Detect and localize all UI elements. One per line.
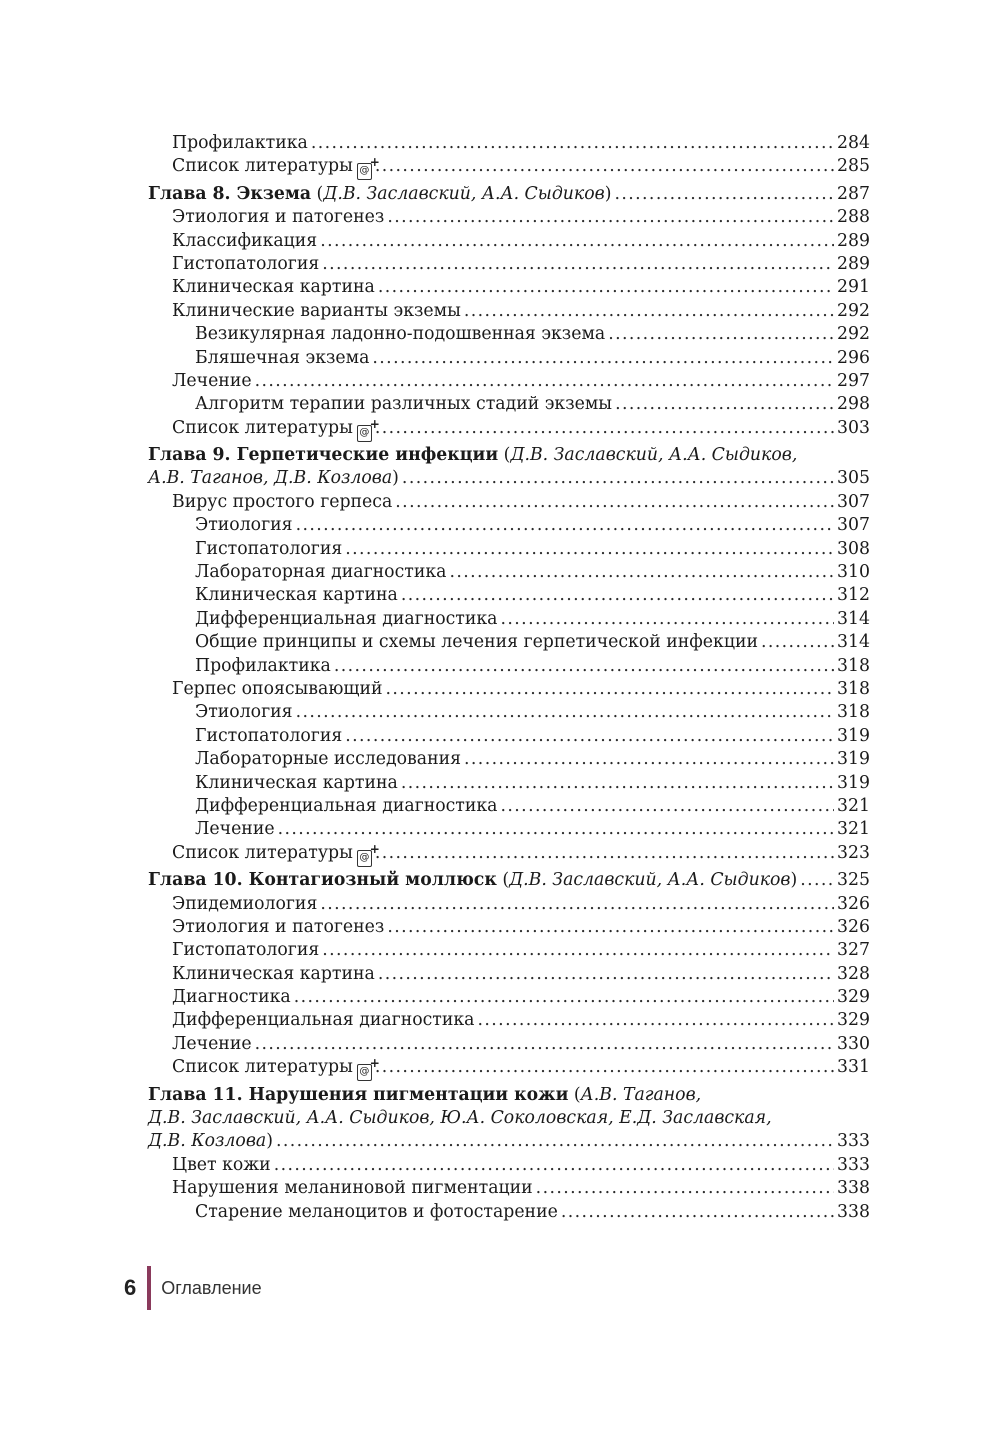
dot-leader — [320, 230, 834, 253]
page-footer — [124, 1266, 262, 1310]
dot-leader — [464, 748, 834, 771]
dot-leader — [345, 725, 834, 748]
toc-entry-title — [195, 818, 275, 841]
toc-page-number: 331 — [837, 1057, 870, 1078]
title-text: ( — [498, 445, 511, 466]
title-text: Гистопатология — [172, 253, 320, 274]
toc-page-number: 287 — [837, 183, 870, 204]
chapter-title: Глава 9. Герпетические инфекции — [148, 445, 499, 466]
dot-leader — [296, 514, 834, 537]
title-text: Общие принципы и схемы лечения герпетической инфекции — [195, 632, 758, 653]
toc-page-number: 312 — [837, 585, 870, 606]
title-text: Гистопатология — [195, 725, 343, 746]
dot-leader — [401, 772, 834, 795]
toc-entry[interactable] — [148, 893, 870, 916]
toc-chapter-line[interactable] — [148, 1130, 870, 1153]
toc-page-number: 303 — [837, 417, 870, 438]
toc-entry-title — [195, 748, 461, 771]
toc-page-number: 318 — [837, 655, 870, 676]
toc-page-number: 321 — [837, 819, 870, 840]
title-text: Герпес опоясывающий — [172, 678, 383, 699]
toc-page-number: 308 — [837, 538, 870, 559]
dot-leader — [800, 869, 834, 892]
toc-entry-title — [172, 1033, 252, 1056]
running-section-title: Оглавление — [161, 1277, 262, 1298]
toc-entry-title — [148, 467, 399, 490]
title-text: Эпидемиология — [172, 893, 318, 914]
toc-chapter-line[interactable] — [148, 183, 870, 206]
footer-divider-bar — [147, 1266, 151, 1310]
toc-page-number: 333 — [837, 1131, 870, 1152]
toc-page-number: 289 — [837, 230, 870, 251]
toc-entry-title — [195, 655, 331, 678]
toc-page-number: 319 — [837, 725, 870, 746]
ebook-icon: @ + — [357, 163, 372, 180]
toc-page-number: 333 — [837, 1154, 870, 1175]
toc-page-number: 319 — [837, 749, 870, 770]
title-text: ) — [604, 183, 612, 204]
title-text: ( — [311, 183, 324, 204]
title-text: Клиническая картина — [195, 585, 398, 606]
toc-entry[interactable] — [148, 491, 870, 514]
toc-page-number: 325 — [837, 870, 870, 891]
title-text: Везикулярная ладонно-подошвенная экзема — [195, 324, 606, 345]
title-text: ) — [392, 468, 399, 489]
ebook-icon: @ + — [357, 425, 372, 442]
title-text: Диагностика — [172, 987, 291, 1008]
toc-page-number: 297 — [837, 370, 870, 391]
toc-entry-title — [195, 561, 446, 584]
toc-entry[interactable] — [148, 916, 870, 939]
dot-leader — [255, 370, 834, 393]
toc-chapter-line[interactable] — [148, 1084, 870, 1107]
dot-leader — [294, 986, 834, 1009]
title-text: Этиология и патогенез — [172, 916, 385, 937]
dot-leader — [296, 701, 834, 724]
toc-entry-title — [172, 276, 375, 299]
toc-chapter-line[interactable] — [148, 467, 870, 490]
title-text: Лабораторная диагностика — [195, 562, 447, 583]
dot-leader — [449, 561, 834, 584]
toc-entry[interactable] — [148, 561, 870, 584]
toc-page-number: 318 — [837, 702, 870, 723]
toc-entry[interactable] — [148, 230, 870, 253]
dot-leader — [345, 538, 834, 561]
dot-leader — [375, 842, 834, 865]
chapter-authors: Д.В. Заславский, А.А. Сыдиков, — [510, 445, 798, 466]
dot-leader — [501, 608, 835, 631]
toc-entry-title — [172, 132, 308, 155]
title-text: Лечение — [172, 370, 252, 391]
toc-entry-title — [172, 916, 384, 939]
toc-entry[interactable] — [148, 795, 870, 818]
toc-page-number: 288 — [837, 207, 870, 228]
toc-entry[interactable] — [148, 701, 870, 724]
toc-entry-title — [195, 323, 605, 346]
chapter-title: Глава 11. Нарушения пигментации кожи — [148, 1084, 569, 1105]
title-text: Клиническая картина — [172, 277, 375, 298]
dot-leader — [561, 1201, 834, 1224]
toc-entry[interactable] — [148, 323, 870, 346]
toc-entry[interactable] — [148, 1201, 870, 1224]
toc-page-number: 292 — [837, 300, 870, 321]
toc-entry[interactable] — [148, 538, 870, 561]
toc-page-number: 338 — [837, 1201, 870, 1222]
toc-entry-title — [195, 608, 498, 631]
chapter-authors: Д.В. Козлова — [148, 1131, 267, 1152]
toc-entry-title — [195, 393, 612, 416]
dot-leader — [378, 963, 834, 986]
toc-entry[interactable] — [148, 1154, 870, 1177]
title-text: ( — [568, 1084, 581, 1105]
title-text: Этиология — [195, 515, 293, 536]
title-text: Профилактика — [195, 655, 331, 676]
dot-leader — [614, 183, 834, 206]
toc-page-number: 296 — [837, 347, 870, 368]
toc-entry[interactable] — [148, 253, 870, 276]
dot-leader — [386, 678, 835, 701]
toc-entry[interactable] — [148, 1009, 870, 1032]
chapter-title: Глава 10. Контагиозный моллюск — [148, 870, 497, 891]
toc-entry[interactable] — [148, 678, 870, 701]
toc-page-number: 318 — [837, 678, 870, 699]
title-text: Нарушения меланиновой пигментации — [172, 1178, 533, 1199]
title-text: ) — [790, 870, 798, 891]
dot-leader — [464, 300, 834, 323]
toc-entry-title — [195, 701, 293, 724]
dot-leader — [372, 347, 834, 370]
toc-entry-title — [195, 514, 293, 537]
title-text: Дифференциальная диагностика — [195, 608, 498, 629]
toc-entry[interactable] — [148, 748, 870, 771]
toc-entry-title — [172, 986, 291, 1009]
dot-leader — [276, 1130, 834, 1153]
toc-entry-title — [172, 253, 319, 276]
toc-page-number: 327 — [837, 940, 870, 961]
title-text: Бляшечная экзема — [195, 347, 370, 368]
toc-entry-title — [148, 869, 797, 892]
toc-chapter-line[interactable] — [148, 444, 870, 467]
toc-entry-title — [195, 347, 369, 370]
toc-entry-title — [172, 963, 375, 986]
chapter-authors: Д.В. Заславский, А.А. Сыдиков — [509, 870, 791, 891]
toc-entry-title — [172, 893, 317, 916]
toc-entry-title — [172, 678, 383, 701]
toc-entry-title — [172, 370, 252, 393]
title-text: Вирус простого герпеса — [172, 491, 393, 512]
toc-entry-title — [172, 939, 319, 962]
chapter-authors: А.В. Таганов, Д.В. Козлова — [148, 468, 393, 489]
toc-page-number: 307 — [837, 515, 870, 536]
toc-entry[interactable] — [148, 818, 870, 841]
title-text: Алгоритм терапии различных стадий экземы — [195, 394, 613, 415]
toc-page-number: 314 — [837, 632, 870, 653]
toc-page-number: 292 — [837, 324, 870, 345]
toc-page-number: 319 — [837, 772, 870, 793]
chapter-authors: А.В. Таганов, — [580, 1084, 702, 1105]
ebook-icon: @ + — [357, 850, 372, 867]
dot-leader — [322, 253, 834, 276]
dot-leader — [378, 276, 834, 299]
toc-entry-title — [195, 584, 398, 607]
dot-leader — [375, 155, 834, 178]
dot-leader — [401, 584, 834, 607]
toc-entry[interactable] — [148, 1033, 870, 1056]
dot-leader — [375, 1056, 834, 1079]
title-text: Цвет кожи — [172, 1154, 271, 1175]
title-text: Лечение — [195, 819, 275, 840]
table-of-contents — [148, 132, 870, 1224]
dot-leader — [501, 795, 835, 818]
dot-leader — [320, 893, 834, 916]
title-text: Лечение — [172, 1033, 252, 1054]
toc-entry[interactable] — [148, 608, 870, 631]
title-text: Список литературы — [172, 417, 353, 438]
dot-leader — [255, 1033, 834, 1056]
page-number: 6 — [124, 1275, 137, 1300]
toc-entry[interactable] — [148, 725, 870, 748]
toc-entry[interactable] — [148, 206, 870, 229]
toc-page-number: 326 — [837, 916, 870, 937]
toc-entry[interactable] — [148, 631, 870, 654]
toc-entry[interactable] — [148, 132, 870, 155]
toc-entry-title — [172, 417, 372, 442]
title-text: Старение меланоцитов и фотостарение — [195, 1201, 558, 1222]
dot-leader — [311, 132, 834, 155]
toc-entry[interactable] — [148, 986, 870, 1009]
toc-page-number: 314 — [837, 608, 870, 629]
toc-page-number: 338 — [837, 1178, 870, 1199]
title-text: Дифференциальная диагностика — [195, 795, 498, 816]
dot-leader — [278, 818, 834, 841]
toc-entry-title — [195, 1201, 558, 1224]
toc-entry-title — [172, 1009, 475, 1032]
toc-entry-title — [195, 772, 398, 795]
toc-entry-title — [148, 1085, 701, 1105]
toc-page-number: 326 — [837, 893, 870, 914]
toc-entry-title — [195, 631, 758, 654]
toc-chapter-line[interactable] — [148, 1107, 870, 1130]
title-text: Клиническая картина — [195, 772, 398, 793]
toc-entry[interactable] — [148, 300, 870, 323]
title-text: Список литературы — [172, 156, 353, 177]
toc-entry[interactable] — [148, 655, 870, 678]
toc-entry-title — [172, 842, 372, 867]
title-text: ( — [496, 870, 510, 891]
title-text: Список литературы — [172, 1057, 353, 1078]
dot-leader — [402, 467, 834, 490]
dot-leader — [761, 631, 834, 654]
ebook-icon: @ + — [357, 1064, 372, 1081]
toc-entry-title — [148, 1130, 273, 1153]
title-text: Этиология — [195, 702, 293, 723]
toc-entry-title — [172, 206, 384, 229]
toc-page-number: 330 — [837, 1033, 870, 1054]
title-text: Профилактика — [172, 133, 308, 153]
toc-entry[interactable] — [148, 393, 870, 416]
toc-page-number: 289 — [837, 253, 870, 274]
dot-leader — [608, 323, 834, 346]
toc-page-number: 310 — [837, 562, 870, 583]
toc-entry[interactable] — [148, 963, 870, 986]
toc-entry-title — [172, 230, 317, 253]
toc-entry-title — [148, 1108, 772, 1128]
toc-page-number: 291 — [837, 277, 870, 298]
toc-entry[interactable] — [148, 842, 870, 865]
toc-page-number: 323 — [837, 842, 870, 863]
toc-entry[interactable] — [148, 417, 870, 440]
toc-page-number: 328 — [837, 963, 870, 984]
dot-leader — [536, 1177, 834, 1200]
toc-entry[interactable] — [148, 347, 870, 370]
toc-entry-title — [172, 491, 392, 514]
toc-entry-title — [172, 1056, 372, 1081]
title-text: Этиология и патогенез — [172, 207, 385, 228]
toc-entry[interactable] — [148, 772, 870, 795]
toc-page-number: 329 — [837, 987, 870, 1008]
toc-entry[interactable] — [148, 155, 870, 178]
dot-leader — [395, 491, 834, 514]
title-text: Клинические варианты экземы — [172, 300, 461, 321]
toc-entry-title — [172, 155, 372, 180]
toc-chapter-line[interactable] — [148, 869, 870, 892]
toc-entry-title — [195, 538, 342, 561]
toc-entry-title — [148, 183, 611, 206]
dot-leader — [615, 393, 834, 416]
chapter-authors: Д.В. Заславский, А.А. Сыдиков — [323, 183, 605, 204]
toc-entry[interactable] — [148, 1056, 870, 1079]
chapter-title: Глава 8. Экзема — [148, 183, 312, 204]
title-text: Гистопатология — [195, 538, 343, 559]
toc-page-number: 285 — [837, 156, 870, 177]
toc-page-number: 298 — [837, 394, 870, 415]
title-text: Классификация — [172, 230, 318, 251]
toc-entry[interactable] — [148, 584, 870, 607]
toc-page-number: 321 — [837, 795, 870, 816]
toc-entry-title — [172, 1154, 271, 1177]
toc-page-number: 307 — [837, 491, 870, 512]
toc-entry[interactable] — [148, 939, 870, 962]
title-text: Гистопатология — [172, 940, 320, 961]
toc-entry[interactable] — [148, 370, 870, 393]
dot-leader — [387, 916, 834, 939]
toc-entry-title — [195, 725, 342, 748]
toc-entry[interactable] — [148, 276, 870, 299]
title-text: Дифференциальная диагностика — [172, 1010, 475, 1031]
title-text: Клиническая картина — [172, 963, 375, 984]
chapter-authors: Д.В. Заславский, А.А. Сыдиков, Ю.А. Соколовская, Е.Д. Заславская, — [148, 1108, 772, 1129]
dot-leader — [387, 206, 834, 229]
toc-entry[interactable] — [148, 514, 870, 537]
dot-leader — [322, 939, 834, 962]
title-text: ) — [266, 1131, 273, 1152]
toc-entry[interactable] — [148, 1177, 870, 1200]
dot-leader — [334, 655, 834, 678]
dot-leader — [478, 1009, 835, 1032]
toc-entry-title — [172, 1177, 533, 1200]
toc-page-number: 305 — [837, 468, 870, 489]
title-text: Лабораторные исследования — [195, 749, 462, 770]
title-text: Список литературы — [172, 842, 353, 863]
dot-leader — [375, 417, 834, 440]
toc-page-number: 284 — [837, 133, 870, 153]
toc-entry-title — [148, 445, 797, 465]
dot-leader — [274, 1154, 834, 1177]
toc-entry-title — [172, 300, 461, 323]
toc-entry-title — [195, 795, 498, 818]
toc-page-number: 329 — [837, 1010, 870, 1031]
